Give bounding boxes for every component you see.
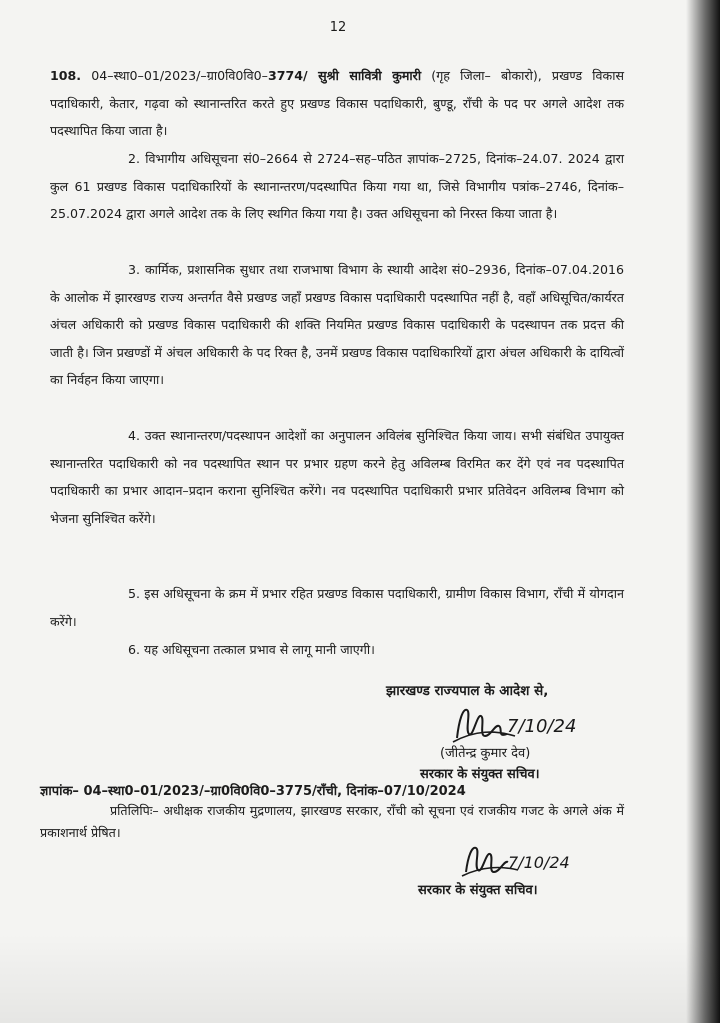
page-edge-shadow bbox=[686, 0, 720, 1023]
signatory-title: सरकार के संयुक्त सचिव। bbox=[420, 767, 540, 782]
paragraph-4 bbox=[50, 422, 624, 532]
paragraph-108 bbox=[50, 62, 624, 145]
paragraph-3-text: 3. कार्मिक, प्रशासनिक सुधार तथा राजभाषा विभाग के स्थायी आदेश सं0–2936, दिनांक–07.04.2016 के आलोक में झारखण्ड राज्य अन्तर्गत वैसे प्रखण्ड जहाँ प्रखण्ड विकास पदाधिकारी पदस्थापित नहीं है, वहाँ अधिसूचित/कार्यरत अंचल अधिकारी को प्रखण्ड विकास पदाधिकारी की शक्ति नियमित प्रखण्ड विकास पदाधिकारी के पदस्थापन तक प्रदत्त की जाती है। जिन प्रखण्डों में अंचल अधिकारी के पद रिक्त है, उनमें प्रखण्ड विकास पदाधिकारियों द्वारा अंचल अधिकारी के दायित्वों का निर्वहन किया जाएगा। bbox=[50, 262, 624, 387]
paragraph-3 bbox=[50, 256, 624, 394]
signatory-name: (जीतेन्द्र कुमार देव) bbox=[440, 746, 531, 761]
memo-number-and-officer: 3774/ सुश्री सावित्री कुमारी bbox=[267, 68, 422, 83]
page-number: 12 bbox=[329, 20, 347, 35]
signature-2-date: 7/10/24 bbox=[508, 853, 570, 872]
item-number: 108. bbox=[50, 68, 82, 83]
copy-to-text: प्रतिलिपिः– अधीक्षक राजकीय मुद्रणालय, झारखण्ड सरकार, राँची को सूचना एवं राजकीय गजट के अगले अंक में प्रकाशनार्थ प्रेषित। bbox=[40, 803, 624, 840]
transfer-text: (गृह जिला– बोकारो), प्रखण्ड विकास पदाधिकारी, केतार, गढ़वा को स्थानान्तरित करते हुए प्रखण्ड विकास पदाधिकारी, बुण्डू, राँची के पद पर अगले आदेश तक पदस्थापित किया जाता है। bbox=[50, 68, 624, 138]
paragraph-6-text: 6. यह अधिसूचना तत्काल प्रभाव से लागू मानी जाएगी। bbox=[128, 642, 375, 657]
memo-line: ज्ञापांक– 04–स्था0–01/2023/–ग्रा0वि0वि0–3775/राँची, दिनांक–07/10/2024 bbox=[40, 784, 466, 799]
paragraph-2 bbox=[50, 145, 624, 228]
paragraph-4-text: 4. उक्त स्थानान्तरण/पदस्थापन आदेशों का अनुपालन अविलंब सुनिश्चित किया जाय। सभी संबंधित उपायुक्त स्थानान्तरित पदाधिकारी को नव पदस्थापित स्थान पर प्रभार ग्रहण करने हेतु अविलम्ब विरमित कर देंगे एवं नव पदस्थापित पदाधिकारी का प्रभार आदान–प्रदान कराना सुनिश्चित करेंगे। नव पदस्थापित पदाधिकारी प्रभार प्रतिवेदन अविलम्ब विभाग को भेजना सुनिश्चित करेंगे। bbox=[50, 428, 624, 526]
signatory-title-2: सरकार के संयुक्त सचिव। bbox=[418, 883, 538, 898]
paragraph-6 bbox=[50, 636, 624, 664]
page-bottom-shadow bbox=[0, 933, 720, 1023]
memo-reference: 04–स्था0–01/2023/–ग्रा0वि0वि0– bbox=[91, 68, 268, 83]
paragraph-5 bbox=[50, 580, 624, 635]
paragraph-2-text: 2. विभागीय अधिसूचना सं0–2664 से 2724–सह–पठित ज्ञापांक–2725, दिनांक–24.07. 2024 द्वारा कुल 61 प्रखण्ड विकास पदाधिकारियों के स्थानान्तरण/पदस्थापित किया गया था, जिसे विभागीय पत्रांक–2746, दिनांक–25.07.2024 द्वारा अगले आदेश तक के लिए स्थगित किया गया है। उक्त अधिसूचना को निरस्त किया जाता है। bbox=[50, 151, 624, 221]
signature-1-date: 7/10/24 bbox=[507, 716, 577, 737]
governor-order-line: झारखण्ड राज्यपाल के आदेश से, bbox=[386, 683, 549, 699]
paragraph-5-text: 5. इस अधिसूचना के क्रम में प्रभार रहित प्रखण्ड विकास पदाधिकारी, ग्रामीण विकास विभाग, राँची में योगदान करेंगे। bbox=[50, 586, 624, 629]
signature-2 bbox=[458, 840, 588, 882]
